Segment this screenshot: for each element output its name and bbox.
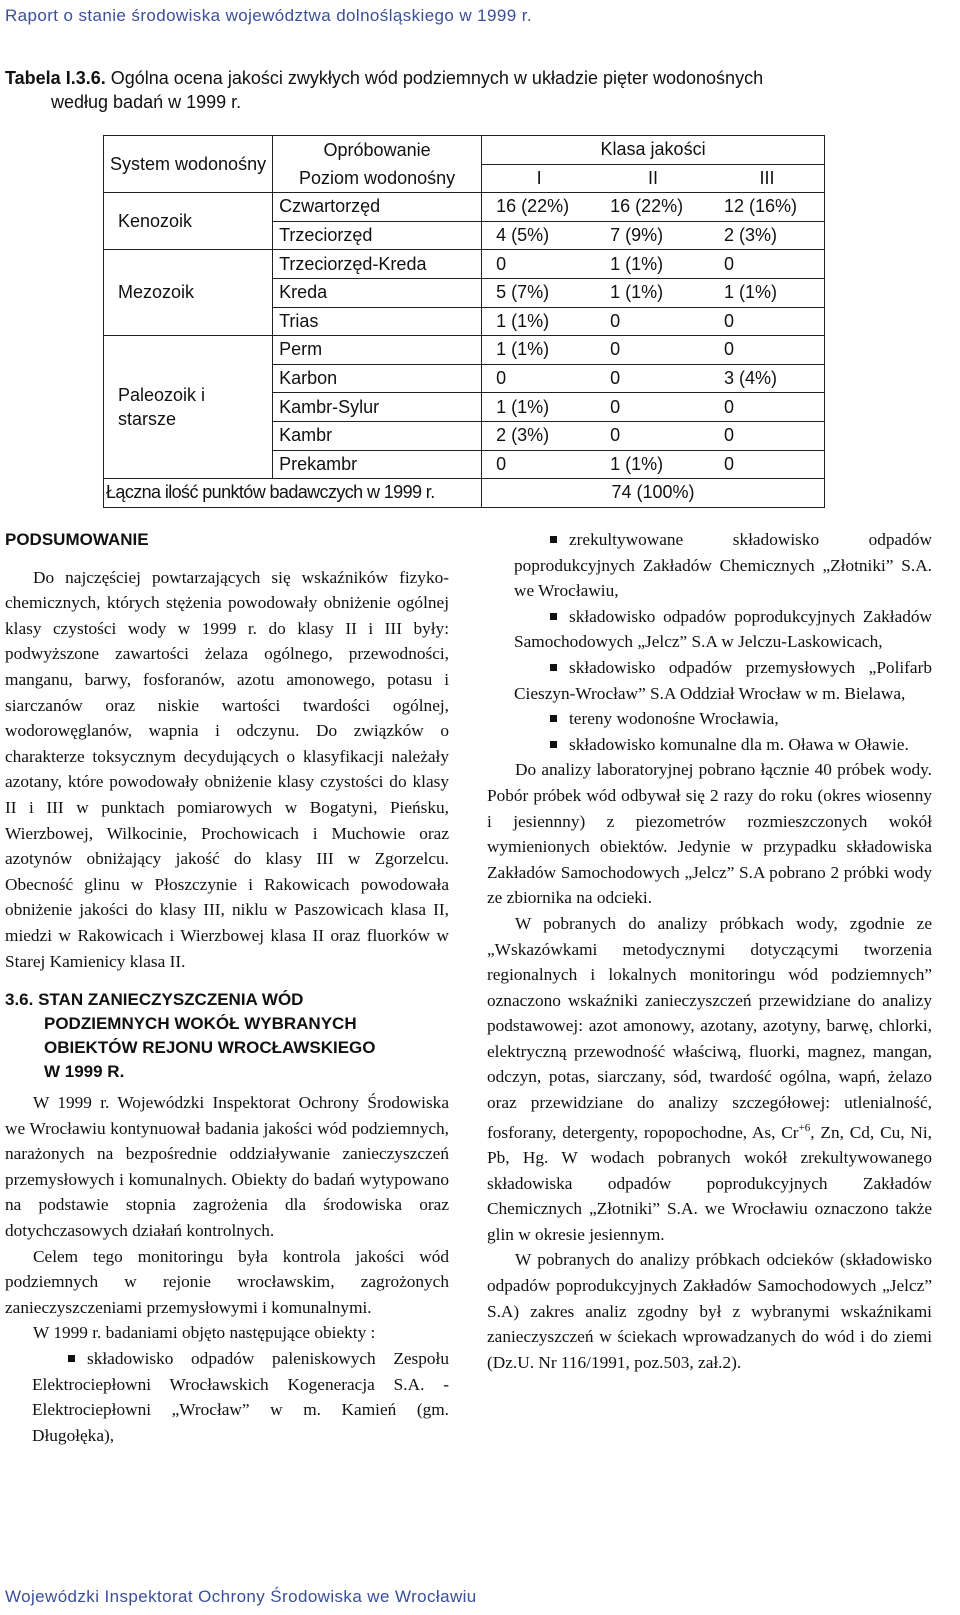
- class-III-cell: 0: [710, 393, 825, 422]
- class-III-cell: 3 (4%): [710, 364, 825, 393]
- level-cell: Karbon: [273, 364, 482, 393]
- body-paragraph: Celem tego monitoringu była kontrola jakości wód podziemnych w rejonie wrocławskim, zagrożonych zanieczyszczeniami przemysłowymi i komunalnymi.: [5, 1246, 449, 1317]
- level-cell: Kambr: [273, 421, 482, 450]
- body-paragraph: W pobranych do analizy próbkach odcieków (składowisko odpadów poprodukcyjnych Zakładów Samochodowych „Jelcz” S.A) zakres analiz zgodny był z wybranymi wskaźnikami zanieczyszczeń w ściekach wprowadzanych do wód i do ziemi (Dz.U. Nr 116/1991, poz.503, zał.2).: [487, 1250, 932, 1372]
- section-heading-line: OBIEKTÓW REJONU WROCŁAWSKIEGO: [44, 1038, 376, 1058]
- bullet-icon: [550, 664, 557, 671]
- class-III-cell: 0: [710, 336, 825, 365]
- total-label: Łączna ilość punktów badawczych w 1999 r.: [104, 479, 482, 508]
- class-I-cell: 16 (22%): [482, 193, 597, 222]
- level-cell: Perm: [273, 336, 482, 365]
- list-item-text: składowisko odpadów paleniskowych Zespołu Elektrociepłowni Wrocławskich Kogeneracja S.A. - Elektrociepłowni „Wrocław” w m. Kamień (gm. Długołęka),: [32, 1349, 449, 1445]
- bullet-icon: [550, 741, 557, 748]
- class-III-cell: 0: [710, 250, 825, 279]
- header-class-III: III: [710, 164, 825, 193]
- header-sampling: Opróbowanie: [273, 136, 482, 165]
- list-item-text: zrekultywowane składowisko odpadów poprodukcyjnych Zakładów Chemicznych „Złotniki” S.A. we Wrocławiu,: [514, 530, 932, 601]
- bullet-icon: [550, 715, 557, 722]
- running-header: Raport o stanie środowiska województwa dolnośląskiego w 1999 r.: [5, 6, 532, 25]
- level-cell: Czwartorzęd: [273, 193, 482, 222]
- level-cell: Kreda: [273, 278, 482, 307]
- class-I-cell: 5 (7%): [482, 278, 597, 307]
- section-heading: [5, 988, 449, 1084]
- level-cell: Trzeciorzęd-Kreda: [273, 250, 482, 279]
- list-item-text: tereny wodonośne Wrocławia,: [569, 709, 779, 729]
- system-cell: Mezozoik: [104, 250, 273, 336]
- class-III-cell: 2 (3%): [710, 221, 825, 250]
- header-system: System wodonośny: [104, 136, 273, 193]
- body-paragraph: Do analizy laboratoryjnej pobrano łącznie 40 próbek wody. Pobór próbek wód odbywał się 2 razy do roku (okres wiosenny i jesiennny) z piezometrów rozmieszczonych wokół wymienionych obiektów. Jedynie w przypadku składowiska Zakładów Samochodowych „Jelcz” S.A pobrano 2 próbki wody ze zbiornika na odcieki.: [487, 760, 932, 908]
- section-heading-line: 3.6. STAN ZANIECZYSZCZENIA WÓD: [5, 990, 304, 1010]
- list-item: [487, 655, 932, 706]
- class-III-cell: 0: [710, 307, 825, 336]
- header-class-II: II: [596, 164, 710, 193]
- summary-paragraph: Do najczęściej powtarzających się wskaźników fizyko-chemicznych, których stężenia powodowały obniżenie ogólnej klasy czystości wody w 1999 r. do klasy II i III były: podwyższone zawartości żelaza ogólnego, przewodności, manganu, barwy, fosforanów, azotu amonowego, potasu i siarczanów oraz niskie wartości twardości ogólnej, wodorowęglanów, wapnia i odczynu. Do związków o charakterze toksycznym decydujących o klasyfikacji należały azotany, które powodowały obniżenie klasy czystości do klasy II i III w punktach pomiarowych w Bogatyni, Pieńsku, Wierzbowej, Wilkocinie, Prochowicach i Muchowie oraz azotynów obniżający jakość do klasy III w Zgorzelcu. Obecność glinu w Płoszczynie i Rakowicach powodowała obniżenie jakości do klasy III, niklu w Paszowicach klasa II, miedzi w Rakowicach i Wierzbowej klasa II oraz fluorków w Starej Kamienicy klasa II.: [5, 567, 449, 971]
- class-I-cell: 1 (1%): [482, 336, 597, 365]
- class-III-cell: 0: [710, 450, 825, 479]
- system-cell: Kenozoik: [104, 193, 273, 250]
- bullet-icon: [68, 1355, 75, 1362]
- body-paragraph: [487, 911, 932, 1247]
- total-row: [104, 479, 825, 508]
- list-item: [487, 732, 932, 758]
- caption-line-2: według badań w 1999 r.: [51, 92, 242, 112]
- groundwater-quality-table: [103, 135, 825, 508]
- system-cell: Paleozoik i starsze: [104, 336, 273, 479]
- level-cell: Trzeciorzęd: [273, 221, 482, 250]
- body-paragraph: W 1999 r. badaniami objęto następujące obiekty :: [33, 1323, 376, 1343]
- class-II-cell: 1 (1%): [596, 278, 710, 307]
- running-footer: Wojewódzki Inspektorat Ochrony Środowiska we Wrocławiu: [5, 1587, 477, 1606]
- header-class: Klasa jakości: [482, 136, 825, 165]
- class-II-cell: 0: [596, 336, 710, 365]
- class-I-cell: 1 (1%): [482, 393, 597, 422]
- list-item-text: składowisko odpadów poprodukcyjnych Zakładów Samochodowych „Jelcz” S.A w Jelczu-Laskowicach,: [514, 606, 932, 652]
- left-column: [5, 527, 449, 1448]
- list-item: [487, 604, 932, 655]
- class-I-cell: 2 (3%): [482, 421, 597, 450]
- section-heading-line: W 1999 R.: [44, 1062, 125, 1082]
- table-caption: [5, 66, 763, 114]
- summary-heading: PODSUMOWANIE: [5, 530, 149, 549]
- class-I-cell: 0: [482, 250, 597, 279]
- class-II-cell: 0: [596, 393, 710, 422]
- class-I-cell: 0: [482, 450, 597, 479]
- class-II-cell: 1 (1%): [596, 450, 710, 479]
- header-level: Poziom wodonośny: [273, 164, 482, 193]
- list-item: [487, 706, 932, 732]
- body-text: W pobranych do analizy próbkach wody, zgodnie ze „Wskazówkami metodycznymi dotyczącymi tworzenia regionalnych i lokalnych monitoringu wód podziemnych” oznaczono wskaźniki zanieczyszczeń przewidziane do analizy podstawowej: azot amonowy, azotany, azotyny, barwę, chlorki, elektryczną przewodność właściwą, fluorki, magnez, mangan, odczyn, potas, siarczany, sód, twardość ogólna, wapń, żelazo oraz przewidziane do analizy szczegółowej: utlenialność, fosforany, detergenty, ropopochodne, As, Cr: [487, 913, 932, 1142]
- class-I-cell: 0: [482, 364, 597, 393]
- class-III-cell: 12 (16%): [710, 193, 825, 222]
- class-II-cell: 1 (1%): [596, 250, 710, 279]
- class-I-cell: 4 (5%): [482, 221, 597, 250]
- level-cell: Prekambr: [273, 450, 482, 479]
- class-II-cell: 16 (22%): [596, 193, 710, 222]
- bullet-icon: [550, 613, 557, 620]
- list-item: [487, 527, 932, 604]
- class-III-cell: 1 (1%): [710, 278, 825, 307]
- level-cell: Trias: [273, 307, 482, 336]
- body-text: , Zn, Cd, Cu, Ni, Pb, Hg. W wodach pobranych wokół zrekultywowanego składowiska odpadów poprodukcyjnych Zakładów Chemicznych „Złotniki” S.A. we Wrocławiu oznaczono także glin w okresie jesiennym.: [487, 1122, 932, 1244]
- right-column: [487, 527, 932, 1375]
- total-value: 74 (100%): [482, 479, 825, 508]
- table-row: [104, 336, 825, 365]
- section-heading-line: PODZIEMNYCH WOKÓŁ WYBRANYCH: [44, 1014, 357, 1034]
- superscript: +6: [798, 1121, 811, 1134]
- bullet-icon: [550, 536, 557, 543]
- class-II-cell: 7 (9%): [596, 221, 710, 250]
- caption-line-1: Ogólna ocena jakości zwykłych wód podziemnych w układzie pięter wodonośnych: [110, 68, 764, 88]
- level-cell: Kambr-Sylur: [273, 393, 482, 422]
- table-row: [104, 193, 825, 222]
- class-II-cell: 0: [596, 307, 710, 336]
- list-item-text: składowisko komunalne dla m. Oława w Oławie.: [569, 734, 909, 754]
- class-II-cell: 0: [596, 364, 710, 393]
- table-row: [104, 250, 825, 279]
- class-II-cell: 0: [596, 421, 710, 450]
- body-paragraph: W 1999 r. Wojewódzki Inspektorat Ochrony Środowiska we Wrocławiu kontynuował badania jakości wód podziemnych, narażonych na bezpośrednie oddziaływanie zanieczyszczeń przemysłowych i komunalnych. Obiekty do badań wytypowano na podstawie stopnia zagrożenia dla środowiska oraz dotychczasowych działań kontrolnych.: [5, 1093, 449, 1241]
- list-item-text: składowisko odpadów przemysłowych „Polifarb Cieszyn-Wrocław” S.A Oddział Wrocław w m. Bielawa,: [514, 657, 932, 703]
- class-I-cell: 1 (1%): [482, 307, 597, 336]
- list-item: [5, 1346, 449, 1448]
- table-label: Tabela I.3.6.: [5, 68, 106, 88]
- class-III-cell: 0: [710, 421, 825, 450]
- header-class-I: I: [482, 164, 597, 193]
